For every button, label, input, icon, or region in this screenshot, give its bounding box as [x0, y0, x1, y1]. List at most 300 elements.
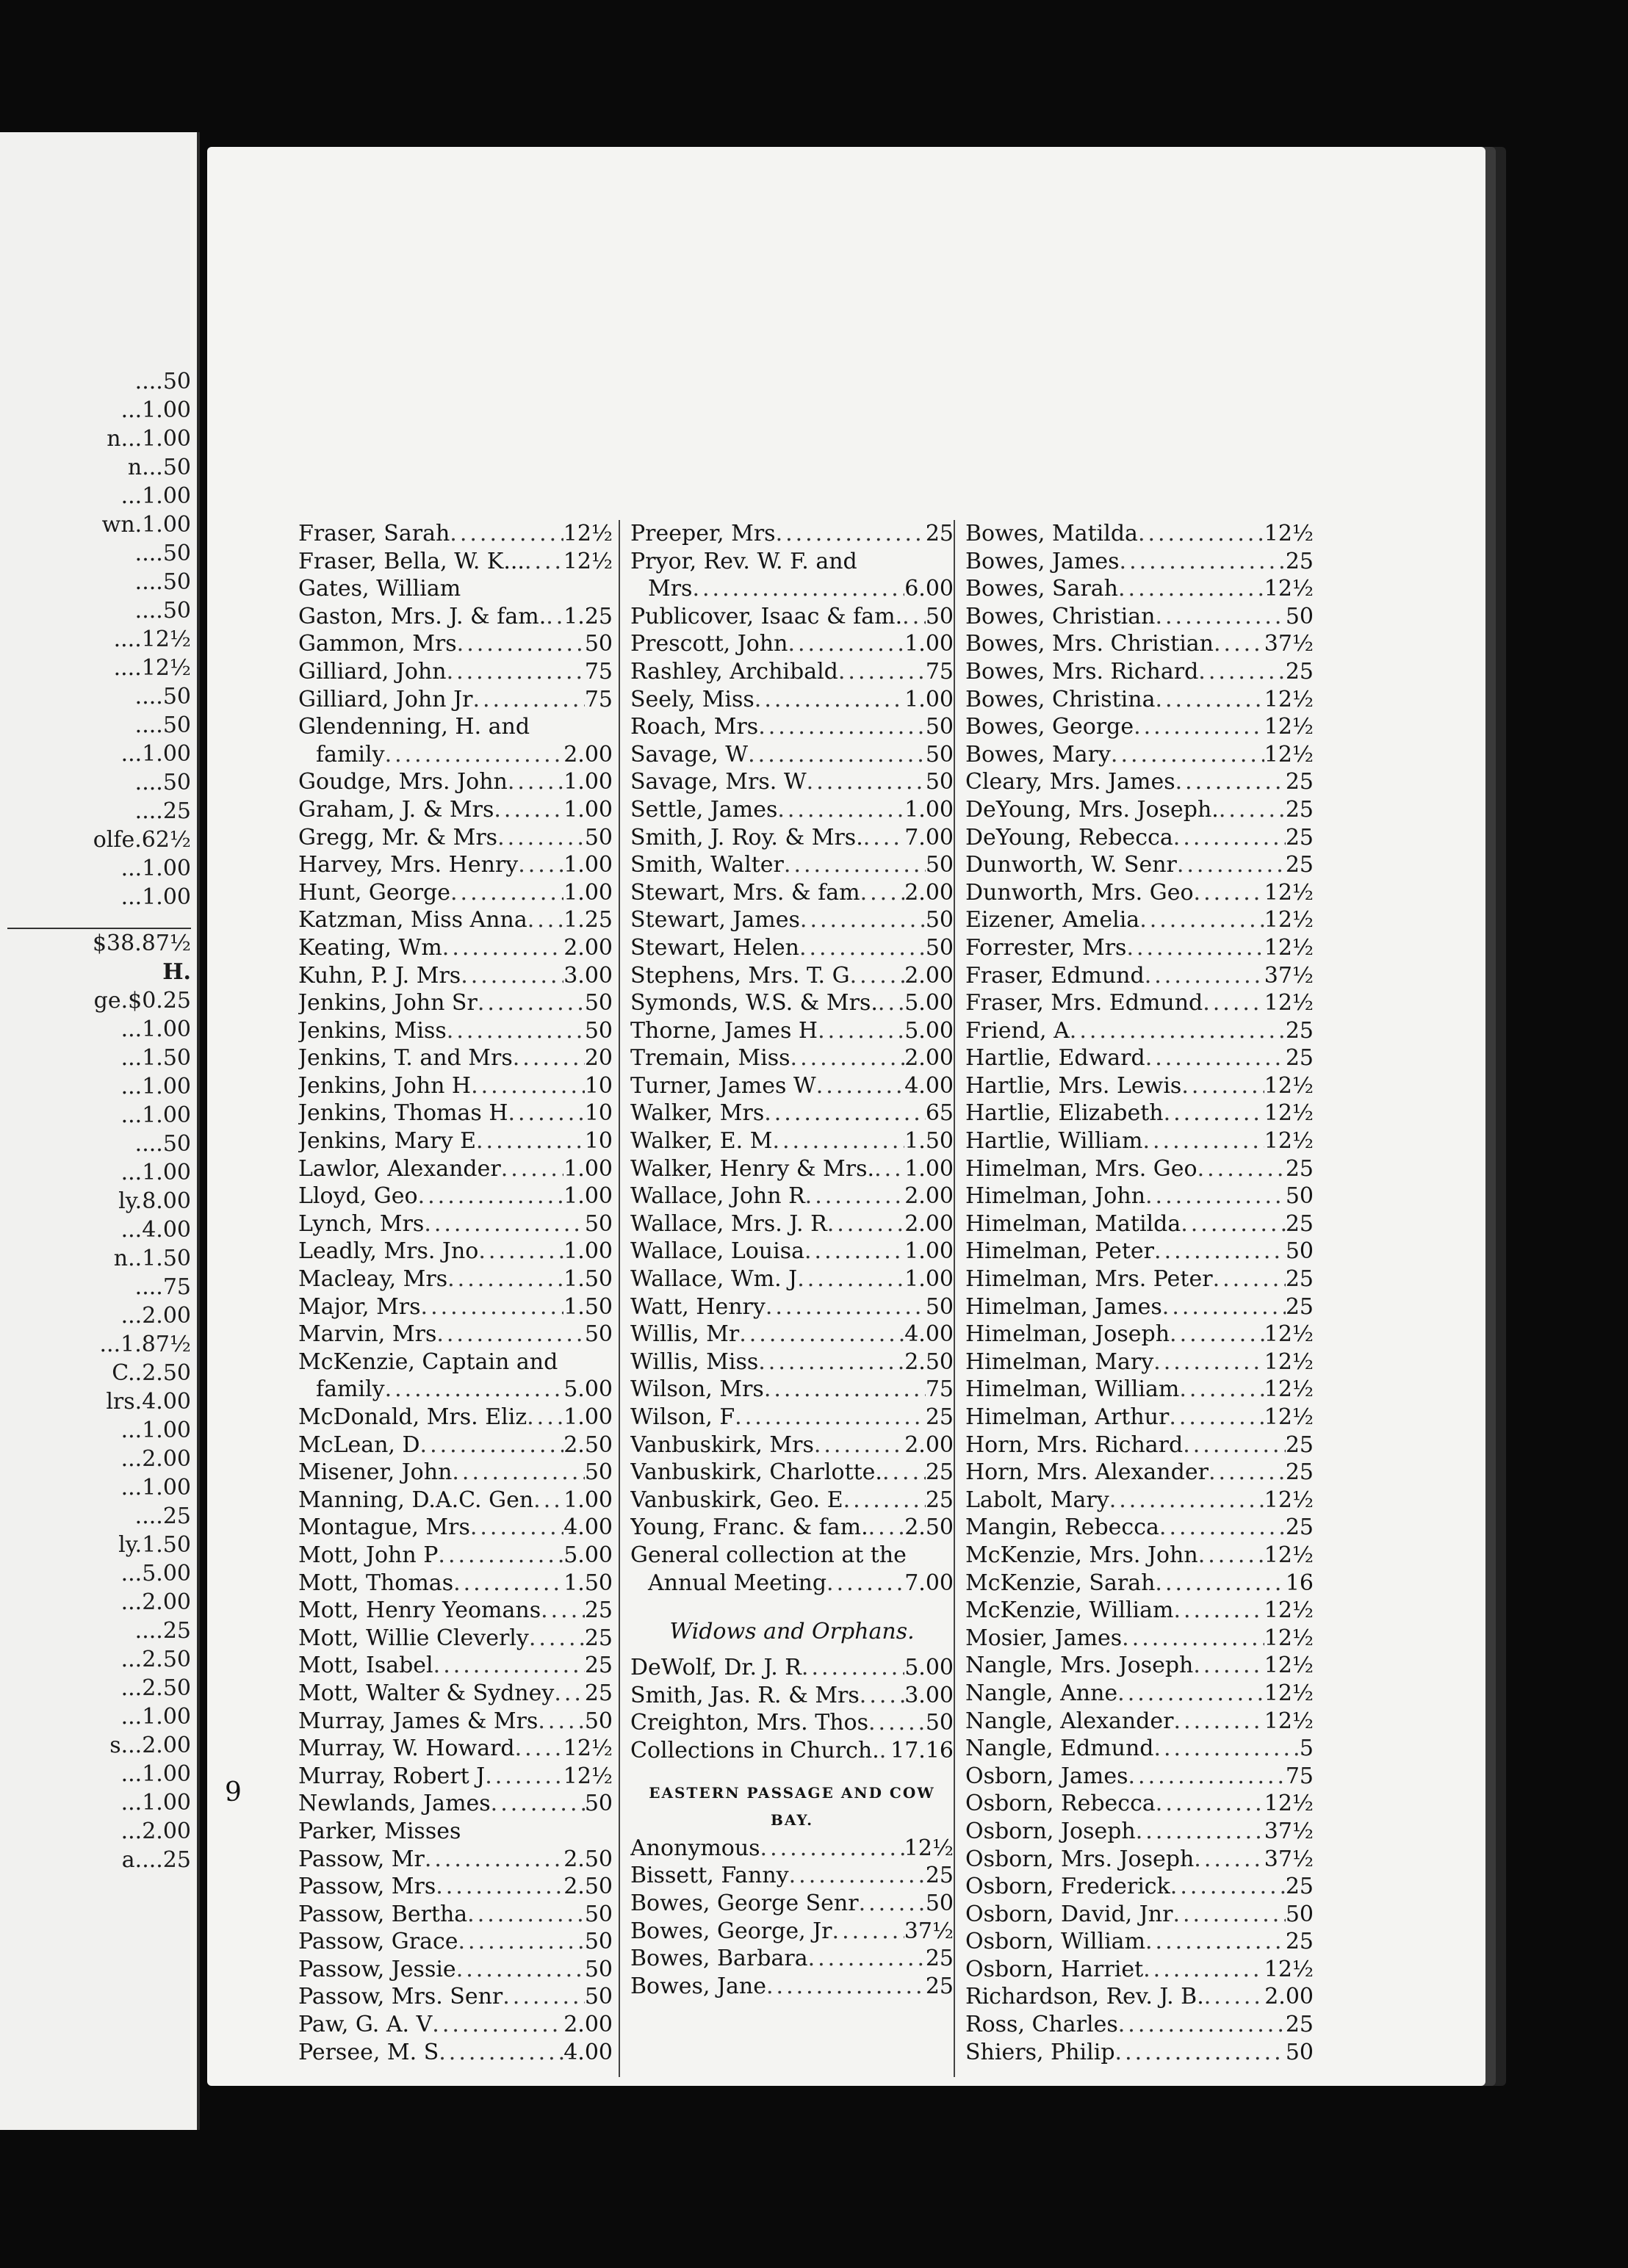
facing-page-fragment: ....50	[134, 770, 191, 795]
dot-leader	[826, 1570, 904, 1597]
subscription-amount: 12½	[1264, 521, 1314, 546]
subscription-amount: 1.25	[563, 907, 613, 933]
dot-leader	[735, 1404, 926, 1431]
dot-leader	[1173, 1901, 1285, 1929]
subscriber-entry	[965, 1293, 1314, 1321]
subscriber-entry	[630, 1459, 954, 1487]
dot-leader	[533, 1487, 563, 1514]
dot-leader	[461, 962, 563, 990]
dot-leader	[439, 2039, 563, 2067]
subscription-amount: 7.00	[904, 824, 954, 850]
dot-leader	[808, 1945, 926, 1973]
subscriber-name: Bowes, Mrs. Richard	[965, 658, 1199, 685]
dot-leader	[1183, 1431, 1286, 1459]
facing-page-fragment: ...1.00	[120, 1761, 191, 1787]
facing-page-fragment: ....50	[134, 598, 191, 624]
dot-leader	[754, 686, 904, 714]
subscriber-entry	[298, 1210, 613, 1238]
subscriber-name: Mangin, Rebecca	[965, 1514, 1159, 1541]
facing-page-fragment: n..1.50	[113, 1246, 191, 1271]
subscriber-name: Murray, Robert J	[298, 1763, 486, 1789]
subscription-amount: 4.00	[563, 2039, 613, 2065]
subscription-amount: 2.00	[563, 2012, 613, 2038]
subscriber-name: Dunworth, Mrs. Geo	[965, 879, 1194, 906]
dot-leader	[874, 1155, 904, 1183]
subscriber-name: Stewart, Mrs. & fam	[630, 879, 860, 906]
subscription-amount: 12½	[1264, 1708, 1314, 1734]
dot-leader	[1194, 1846, 1264, 1874]
facing-page-column	[7, 367, 191, 1874]
dot-leader	[1194, 879, 1264, 907]
dot-leader	[758, 1348, 904, 1376]
subscriber-entry	[298, 879, 613, 907]
subscriber-name: Misener, John	[298, 1459, 453, 1486]
subscriber-entry	[630, 630, 954, 658]
dot-leader	[1145, 962, 1264, 990]
subscriber-name: Jenkins, John H	[298, 1072, 472, 1099]
subscriber-name: Paw, G. A. V	[298, 2012, 433, 2038]
dot-leader	[1219, 796, 1286, 824]
subscriber-entry	[965, 575, 1314, 603]
subscriber-entry	[298, 1321, 613, 1348]
subscription-amount: 12½	[904, 1835, 954, 1861]
subscriber-entry	[630, 1348, 954, 1376]
subscription-amount: 12½	[1264, 879, 1314, 906]
subscription-amount: 12½	[1264, 1680, 1314, 1706]
subscriber-entry	[965, 2011, 1314, 2039]
subscriber-entry	[630, 741, 954, 769]
subscriber-entry	[965, 520, 1314, 548]
subscriber-name: Vanbuskirk, Mrs	[630, 1431, 814, 1458]
subscriber-name: Osborn, Harriet	[965, 1956, 1144, 1982]
subscription-amount: 25	[1285, 1293, 1314, 1320]
subscriber-entry	[298, 1818, 613, 1846]
subscriber-name: Lawlor, Alexander	[298, 1155, 501, 1182]
subscription-amount: 25	[1285, 1459, 1314, 1486]
dot-leader	[546, 603, 563, 631]
subscriber-entry	[630, 934, 954, 962]
facing-page-fragment: n...50	[127, 455, 191, 480]
subscriber-entry	[630, 962, 954, 990]
dot-leader	[814, 1431, 904, 1459]
subscriber-name: McDonald, Mrs. Eliz	[298, 1404, 527, 1430]
subscription-amount: 12½	[1264, 990, 1314, 1016]
dot-leader	[868, 1514, 905, 1542]
dot-leader	[478, 1238, 563, 1265]
dot-leader	[1170, 1873, 1286, 1901]
subscriber-entry	[298, 1983, 613, 2011]
subscriber-name: Stewart, Helen	[630, 934, 799, 961]
dot-leader	[529, 1625, 585, 1653]
subscription-amount: 1.00	[563, 1155, 613, 1182]
subscription-amount: 1.00	[904, 796, 954, 823]
dot-leader	[878, 989, 904, 1017]
subscriber-name: family	[316, 741, 385, 768]
dot-leader	[436, 1873, 563, 1901]
subscriber-name: Bissett, Fanny	[630, 1863, 789, 1889]
subscription-amount: 50	[925, 934, 954, 961]
subscription-amount: 25	[1285, 1266, 1314, 1293]
subscriber-name: Nangle, Alexander	[965, 1708, 1174, 1734]
subscription-amount: 1.00	[563, 1183, 613, 1210]
subscriber-entry	[965, 879, 1314, 907]
facing-page-fragment: olfe.62½	[93, 827, 191, 853]
subscriber-entry	[965, 548, 1314, 576]
facing-page-fragment: ....25	[134, 1618, 191, 1644]
dot-leader	[467, 1901, 585, 1929]
dot-leader	[1111, 741, 1264, 769]
subscription-amount: 10	[584, 1128, 613, 1155]
spacer	[630, 1765, 954, 1780]
subscriber-name: Hunt, George	[298, 879, 451, 906]
subscription-amount: 4.00	[904, 1072, 954, 1099]
subscription-amount: 50	[925, 852, 954, 878]
subscriber-entry	[630, 1127, 954, 1155]
subscriber-entry	[298, 851, 613, 879]
dot-leader	[766, 1973, 926, 2001]
subscriber-name: Roach, Mrs	[630, 714, 759, 740]
subscriber-name: Jenkins, John Sr	[298, 990, 478, 1016]
facing-page-fragment: ....50	[134, 369, 191, 394]
subscriber-entry	[298, 1763, 613, 1791]
facing-page-fragment: C..2.50	[112, 1360, 191, 1386]
subscriber-entry	[965, 1901, 1314, 1929]
facing-page-fragment: ...1.00	[120, 856, 191, 881]
subscriber-name: Willis, Miss	[630, 1348, 759, 1375]
subscriber-name: DeYoung, Rebecca	[965, 824, 1173, 850]
subscription-amount: 12½	[563, 1736, 613, 1762]
subscription-amount: 1.00	[904, 1238, 954, 1265]
subscription-amount: 1.00	[904, 686, 954, 712]
subscriber-name: Harvey, Mrs. Henry	[298, 852, 519, 878]
subscriber-entry	[630, 851, 954, 879]
dot-leader	[832, 1918, 904, 1946]
subscriber-entry	[298, 1487, 613, 1514]
dot-leader	[1181, 1210, 1286, 1238]
subscription-amount: 12½	[1264, 576, 1314, 602]
subscription-amount: 50	[925, 1890, 954, 1916]
subscriber-name: Smith, Jas. R. & Mrs	[630, 1682, 860, 1708]
facing-page-fragment: ...2.50	[120, 1675, 191, 1701]
dot-leader	[527, 1404, 563, 1431]
subscription-amount: 25	[1285, 1929, 1314, 1955]
subscriber-name: General collection at the	[630, 1542, 907, 1568]
subscription-amount: 2.50	[904, 1514, 954, 1541]
subscriber-name: Himelman, Arthur	[965, 1404, 1170, 1430]
subscription-amount: 2.00	[1264, 1984, 1314, 2010]
subscriber-name: Passow, Mr	[298, 1846, 425, 1872]
dot-leader	[1070, 1017, 1286, 1045]
subscriber-name: Himelman, John	[965, 1183, 1146, 1210]
subscriber-name: Osborn, James	[965, 1763, 1128, 1789]
subscriber-entry	[298, 1652, 613, 1680]
subscription-amount: 50	[584, 1459, 613, 1486]
subscription-amount: 2.00	[904, 879, 954, 906]
subscriber-entry	[298, 1072, 613, 1100]
subscription-amount: 50	[925, 741, 954, 768]
subscriber-name: Osborn, Frederick	[965, 1874, 1170, 1900]
subscription-amount: 75	[925, 658, 954, 685]
dot-leader	[1136, 1818, 1264, 1846]
dot-leader	[776, 520, 926, 548]
subscription-amount: 50	[1285, 1238, 1314, 1265]
dot-leader	[447, 658, 585, 686]
subscriber-name: Wallace, Louisa	[630, 1238, 804, 1265]
subscriber-name: Himelman, Matilda	[965, 1210, 1181, 1237]
dot-leader	[882, 1459, 926, 1487]
dot-leader	[1145, 1044, 1286, 1072]
subscriber-entry	[965, 1956, 1314, 1984]
dot-leader	[1179, 1376, 1264, 1404]
subscriber-entry	[298, 741, 613, 769]
subscriber-entry	[630, 1321, 954, 1348]
dot-leader	[453, 1570, 563, 1597]
dot-leader	[418, 1182, 564, 1210]
facing-page-fragment: ...2.00	[120, 1303, 191, 1329]
subscriber-name: Passow, Grace	[298, 1929, 458, 1955]
dot-leader	[777, 796, 904, 824]
dot-leader	[1117, 1680, 1264, 1708]
dot-leader	[450, 879, 563, 907]
subscriber-entry	[298, 548, 613, 576]
dot-leader	[860, 1682, 904, 1710]
dot-leader	[438, 1542, 563, 1570]
subscriber-entry	[298, 1431, 613, 1459]
subscriber-name: Himelman, William	[965, 1376, 1180, 1403]
dot-leader	[902, 603, 926, 631]
subscription-amount: 1.00	[904, 1155, 954, 1182]
subscription-amount: 12½	[1264, 1404, 1314, 1430]
subscriber-name: Bowes, George, Jr	[630, 1918, 832, 1944]
subscriber-entry	[965, 1182, 1314, 1210]
subscriber-name: Lynch, Mrs	[298, 1210, 425, 1237]
dot-leader	[1203, 989, 1264, 1017]
subscription-amount: 25	[1285, 1431, 1314, 1458]
facing-page-fragment: n...1.00	[107, 426, 191, 452]
facing-page-fragment: ....50	[134, 712, 191, 738]
subscriber-entry	[630, 1376, 954, 1404]
subscriber-entry	[298, 768, 613, 796]
facing-page-fragment: ...2.00	[120, 1819, 191, 1844]
subscriber-name: Fraser, Sarah	[298, 521, 450, 546]
facing-page-fragment: ...2.00	[120, 1446, 191, 1472]
dot-leader	[766, 1293, 926, 1321]
subscriber-name: Gaston, Mrs. J. & fam.	[298, 603, 547, 629]
dot-leader	[518, 851, 563, 879]
subscriber-entry	[298, 1597, 613, 1625]
subscription-amount: 50	[584, 631, 613, 657]
dot-leader	[458, 1928, 585, 1956]
subscription-amount: 25	[1285, 852, 1314, 878]
subscription-amount: 12½	[1264, 1791, 1314, 1817]
subscriber-entry	[298, 713, 613, 741]
subscriber-name: Fraser, Edmund	[965, 962, 1145, 989]
subscriber-entry	[965, 1238, 1314, 1265]
subscription-amount: 2.50	[563, 1846, 613, 1872]
subscriber-entry	[965, 962, 1314, 990]
subscriber-entry	[965, 658, 1314, 686]
subscriber-entry	[298, 2039, 613, 2067]
dot-leader	[1209, 1459, 1286, 1487]
subscriber-entry	[298, 1127, 613, 1155]
dot-leader	[432, 2011, 563, 2039]
subscription-amount: 25	[1285, 796, 1314, 823]
subscriber-name: Horn, Mrs. Alexander	[965, 1459, 1209, 1486]
subscription-amount: 50	[584, 990, 613, 1016]
subscription-amount: 3.00	[904, 1682, 954, 1708]
facing-page-fragment: ....50	[134, 1131, 191, 1157]
subscription-amount: 37½	[1264, 631, 1314, 657]
subscriber-name: Nangle, Anne	[965, 1680, 1118, 1706]
facing-page-fragment: ....50	[134, 541, 191, 566]
subscriber-entry	[298, 1570, 613, 1597]
subscriber-name: Murray, W. Howard	[298, 1736, 515, 1762]
subscription-amount: 37½	[1264, 1846, 1314, 1872]
facing-page-fragment: ...1.50	[120, 1045, 191, 1071]
subscriber-name: Gilliard, John Jr	[298, 686, 473, 712]
subscriber-entry	[298, 2011, 613, 2039]
subscriber-entry	[630, 603, 954, 631]
subscriber-name: Young, Franc. & fam.	[630, 1514, 868, 1541]
dot-leader	[424, 1210, 584, 1238]
subscriber-entry	[298, 1044, 613, 1072]
facing-page-fragment: wn.1.00	[101, 512, 191, 538]
subscriber-entry	[630, 1293, 954, 1321]
subscriber-name: Passow, Bertha	[298, 1901, 468, 1927]
spacer	[7, 911, 191, 928]
facing-page-fragment: ...5.00	[120, 1561, 191, 1586]
dot-leader	[1134, 713, 1264, 741]
subscriber-entry	[965, 1459, 1314, 1487]
dot-leader	[850, 962, 905, 990]
subscriber-entry	[965, 1680, 1314, 1708]
subscriber-name: Bowes, Sarah	[965, 576, 1118, 602]
subscription-amount: 12½	[1264, 1542, 1314, 1568]
subscriber-entry	[630, 1682, 954, 1710]
subscription-amount: 6.00	[904, 576, 954, 602]
subscription-amount: 4.00	[904, 1321, 954, 1348]
facing-page-fragment: ly.8.00	[118, 1188, 191, 1214]
dot-leader	[859, 1890, 926, 1918]
facing-page-fragment: ...1.00	[120, 1418, 191, 1443]
dot-leader	[760, 1835, 904, 1863]
subscriber-name: DeWolf, Dr. J. R	[630, 1655, 802, 1681]
subscriber-name: Bowes, George	[965, 714, 1134, 740]
facing-page-fragment: a....25	[121, 1847, 191, 1873]
dot-leader	[485, 1763, 563, 1791]
subscriber-entry	[630, 796, 954, 824]
subscriber-entry	[630, 1182, 954, 1210]
subscription-amount: 12½	[1264, 1376, 1314, 1403]
facing-page-fragment: ...1.00	[120, 483, 191, 509]
subscriber-entry	[298, 1459, 613, 1487]
subscription-amount: 25	[1285, 824, 1314, 850]
subscription-amount: 25	[584, 1653, 613, 1679]
subscriber-entry	[630, 1890, 954, 1918]
dot-leader	[827, 1210, 905, 1238]
subscriber-entry	[965, 1846, 1314, 1874]
subscription-amount: 2.00	[563, 741, 613, 768]
subscriber-name: Mott, John P	[298, 1542, 439, 1568]
subscriber-name: Cleary, Mrs. James	[965, 769, 1175, 795]
facing-page-fragment: s...2.00	[109, 1733, 191, 1758]
subscriber-entry	[965, 1099, 1314, 1127]
subscription-amount: 12½	[1264, 1597, 1314, 1624]
dot-leader	[457, 630, 585, 658]
dot-leader	[538, 1708, 584, 1736]
subscription-amount: 1.00	[563, 769, 613, 795]
subscription-amount: 10	[584, 1072, 613, 1099]
subscriber-entry	[630, 1431, 954, 1459]
section-heading: BAY.	[770, 1811, 814, 1830]
subscriber-entry	[630, 1072, 954, 1100]
subscriber-name: Wallace, John R	[630, 1183, 805, 1210]
dot-leader	[868, 1709, 926, 1737]
subscriber-entry	[965, 1652, 1314, 1680]
subscriber-name: Labolt, Mary	[965, 1487, 1109, 1513]
subscriber-entry	[298, 575, 613, 603]
facing-page-fragment: ...1.87½	[99, 1332, 191, 1357]
subscription-amount: 12½	[1264, 686, 1314, 712]
subscriber-entry	[965, 989, 1314, 1017]
subscriber-entry	[630, 1945, 954, 1973]
subscriber-name: Himelman, Mrs. Peter	[965, 1266, 1213, 1293]
dot-leader	[807, 768, 926, 796]
subscriber-name: Nangle, Edmund	[965, 1736, 1154, 1762]
subscriber-entry	[965, 1072, 1314, 1100]
subscriber-name: Walker, Mrs	[630, 1100, 765, 1127]
subscriber-name: Graham, J. & Mrs	[298, 796, 494, 823]
subscriber-entry	[630, 1044, 954, 1072]
dot-leader	[1155, 603, 1285, 631]
subscription-amount: 50	[1285, 603, 1314, 629]
dot-leader	[1170, 1321, 1264, 1348]
subscription-amount: 50	[925, 1293, 954, 1320]
subscriber-entry	[965, 1431, 1314, 1459]
subscriber-name: Shiers, Philip	[965, 2039, 1115, 2065]
subscriber-entry	[298, 1017, 613, 1045]
dot-leader	[421, 1293, 564, 1321]
subscription-amount: 12½	[1264, 1653, 1314, 1679]
subscription-amount: 50	[584, 1017, 613, 1044]
subscription-amount: 25	[925, 1404, 954, 1430]
subscriber-entry	[298, 1790, 613, 1818]
dot-leader	[748, 741, 926, 769]
subscriber-name: Newlands, James	[298, 1791, 491, 1817]
subscriber-name: Mott, Thomas	[298, 1570, 454, 1596]
subscriber-entry	[630, 658, 954, 686]
dot-leader	[476, 1127, 585, 1155]
subscriber-entry	[965, 1127, 1314, 1155]
subscriber-entry	[630, 1265, 954, 1293]
subscriber-name: Symonds, W.S. & Mrs.	[630, 990, 878, 1016]
dot-leader	[879, 1737, 890, 1765]
dot-leader	[789, 1862, 926, 1890]
dot-leader	[472, 686, 584, 714]
dot-leader	[515, 1735, 563, 1763]
subscription-amount: 50	[584, 1791, 613, 1817]
subscriber-entry	[630, 1099, 954, 1127]
dot-leader	[758, 713, 926, 741]
subscription-amount: 2.00	[563, 934, 613, 961]
subscription-amount: 50	[925, 907, 954, 933]
facing-page-fragment: ...2.50	[120, 1647, 191, 1672]
subscriber-name: Wallace, Wm. J	[630, 1266, 798, 1293]
dot-leader	[1173, 1597, 1264, 1625]
subscriber-entry	[965, 1625, 1314, 1653]
subscriber-name: Ross, Charles	[965, 2012, 1118, 2038]
dot-leader	[1118, 2011, 1286, 2039]
